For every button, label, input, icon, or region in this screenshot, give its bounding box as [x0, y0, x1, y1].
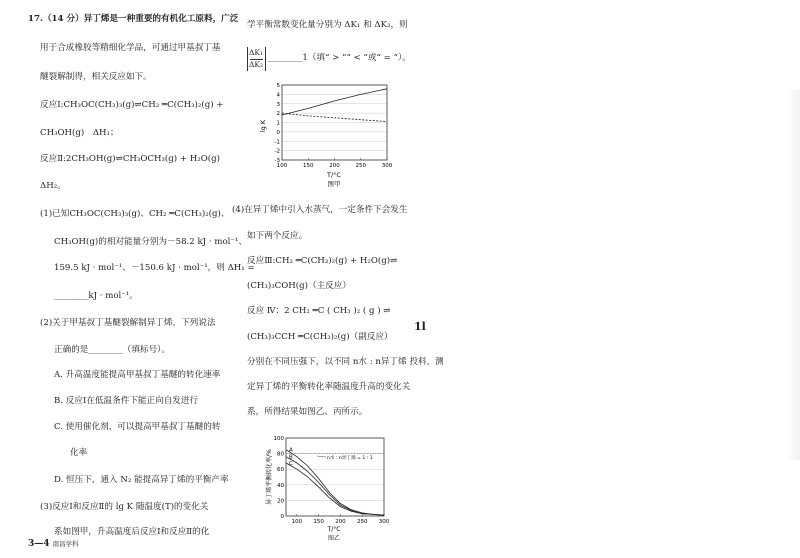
figure-yi-plot-area — [286, 438, 384, 516]
x-tick-label: 150 — [303, 163, 314, 169]
x-tick-label: 250 — [356, 519, 368, 525]
part-3-line3: 学平衡常数变化量分别为 ΔK₁ 和 ΔK₂，则 — [247, 20, 408, 30]
reaction-4-line2: (CH₃)₃CCH ═C(CH₃)₂(g)（副反应） — [247, 332, 393, 342]
option-b: B. 反应Ⅰ在低温条件下能正向自发进行 — [54, 396, 199, 406]
x-tick-label: 200 — [329, 163, 340, 169]
figure-yi-y-label: 异丁烯平衡转化率/% — [266, 449, 273, 505]
y-tick-label: -2 — [274, 148, 280, 155]
figure-jia-y-ticks — [275, 83, 281, 164]
x-tick-label: 200 — [335, 519, 346, 525]
y-tick-label: 100 — [273, 436, 284, 442]
question-17-intro-line1: 17.（14 分）异丁烯是一种重要的有机化工原料，广泛 — [28, 14, 239, 24]
series-label-B: B — [289, 454, 293, 461]
reaction-1-line2: CH₃OH(g) ΔH₁； — [40, 128, 119, 138]
x-tick-label: 300 — [381, 163, 393, 169]
y-tick-label: -3 — [274, 158, 280, 164]
option-a: A. 升高温度能提高甲基叔丁基醚的转化速率 — [54, 370, 221, 380]
side-mark: 1l — [414, 320, 426, 333]
y-tick-label: 40 — [277, 482, 284, 489]
figure-jia-x-label: T/°C — [327, 171, 341, 179]
figure-jia-caption: 图甲 — [327, 180, 341, 188]
reaction-4-line1: 反应 Ⅳ：2 CH₂ ═C ( CH₃ )₂ ( g ) ⇌ — [247, 306, 391, 316]
series-line-2 — [286, 454, 384, 516]
question-17-intro-line3: 醚裂解制得，相关反应如下。 — [40, 72, 152, 82]
series-label-C: C — [289, 460, 293, 467]
x-tick-label: 300 — [378, 519, 390, 525]
part-4-line2: 如下两个反应。 — [247, 231, 308, 241]
series-line-1 — [282, 89, 387, 115]
part-4-line5: 系，所得结果如图乙、丙所示。 — [247, 407, 368, 417]
figure-yi-x-label: T/°C — [327, 526, 341, 533]
part-1-line4: ________kJ · mol⁻¹。 — [54, 291, 138, 301]
y-tick-label: -1 — [274, 139, 280, 146]
figure-yi-annotation: n水 : n异丁烯 = 1 : 1 — [327, 456, 373, 461]
reaction-3-line1: 反应Ⅲ:CH₂ ═C(CH₃)₂(g) + H₂O(g)⇌ — [247, 256, 398, 266]
part-3-line2: 系如图甲，升高温度后反应Ⅰ和反应Ⅱ的化 — [54, 527, 210, 537]
figure-yi-caption: 图乙 — [327, 535, 341, 542]
page-footer — [28, 539, 79, 549]
part-1-line2: CH₃OH(g)的相对能量分别为－58.2 kJ · mol⁻¹、 — [54, 237, 247, 247]
figure-jia-chart — [252, 80, 397, 192]
option-c-line2: 化率 — [70, 448, 88, 458]
figure-jia-series — [282, 89, 387, 122]
option-d: D. 恒压下，通入 N₂ 能提高异丁烯的平衡产率 — [54, 475, 229, 485]
part-4-line1: (4)在异丁烯中引入水蒸气，一定条件下会发生 — [232, 205, 408, 215]
x-tick-label: 250 — [355, 163, 366, 169]
reaction-2-line1: 反应Ⅱ:2CH₃OH(g)⇌CH₃OCH₃(g) + H₂O(g) — [40, 154, 220, 164]
figure-yi-annotation-leader — [317, 456, 326, 457]
part-2-line2: 正确的是________（填标号）。 — [54, 345, 171, 355]
part-1-line3: 159.5 kJ · mol⁻¹、－150.6 kJ · mol⁻¹，则 ΔH₁ = — [54, 263, 255, 273]
x-tick-label: 100 — [291, 519, 303, 525]
option-c-line1: C. 使用催化剂，可以提高甲基叔丁基醚的转 — [54, 422, 221, 432]
part-3-line4: ________1（填“ > ”“ < ”或“ = ”）。 — [268, 53, 411, 63]
part-1-line1: (1)已知CH₃OC(CH₃)₃(g)、CH₂ ═C(CH₃)₂(g)、 — [40, 209, 230, 219]
part-4-line3: 分别在不同压强下，以不同 n水 : n异丁烯 投料，测 — [247, 357, 444, 367]
y-tick-label: 20 — [277, 498, 284, 505]
y-tick-label: 60 — [277, 467, 284, 474]
part-2-line1: (2)关于甲基叔丁基醚裂解制异丁烯，下列说法 — [40, 318, 216, 328]
y-tick-label: 4 — [276, 92, 280, 99]
x-tick-label: 150 — [313, 519, 324, 525]
fraction-denominator: ΔK₂ — [249, 60, 264, 69]
fraction-numerator: ΔK₁ — [249, 48, 264, 57]
reaction-2-line2: ΔH₂。 — [40, 181, 66, 191]
series-line-3 — [286, 460, 384, 515]
y-tick-label: 3 — [276, 101, 280, 108]
y-tick-label: 1 — [276, 120, 280, 127]
figure-jia-y-label: lg K — [259, 119, 267, 133]
series-line-2 — [282, 113, 387, 122]
question-17-intro-line2: 用于合成橡胶等精细化学品，可通过甲基叔丁基 — [40, 43, 221, 53]
reaction-3-line2: (CH₃)₃COH(g)（主反应） — [247, 281, 351, 291]
page-edge-shadow — [786, 90, 800, 460]
y-tick-label: 2 — [276, 111, 280, 118]
figure-yi-chart — [262, 430, 392, 542]
series-label-A: A — [289, 447, 293, 454]
ratio-fraction — [247, 47, 266, 71]
brand-name: 南昌学科 — [52, 540, 79, 548]
y-tick-label: 80 — [277, 451, 284, 458]
y-tick-label: 5 — [276, 83, 280, 89]
y-tick-label: 0 — [280, 514, 284, 520]
x-tick-label: 100 — [276, 163, 288, 169]
page-number: 3—4 — [28, 539, 50, 549]
figure-jia-gridlines — [282, 94, 387, 150]
figure-yi-y-ticks — [274, 436, 285, 520]
part-3-line1: (3)反应Ⅰ和反应Ⅱ的 lg K 随温度(T)的变化关 — [40, 502, 209, 512]
part-4-line4: 定异丁烯的平衡转化率随温度升高的变化关 — [247, 382, 411, 392]
y-tick-label: 0 — [276, 129, 280, 136]
reaction-1-line1: 反应Ⅰ:CH₃OC(CH₃)₃(g)⇌CH₂ ═C(CH₃)₂(g) + — [40, 100, 224, 110]
